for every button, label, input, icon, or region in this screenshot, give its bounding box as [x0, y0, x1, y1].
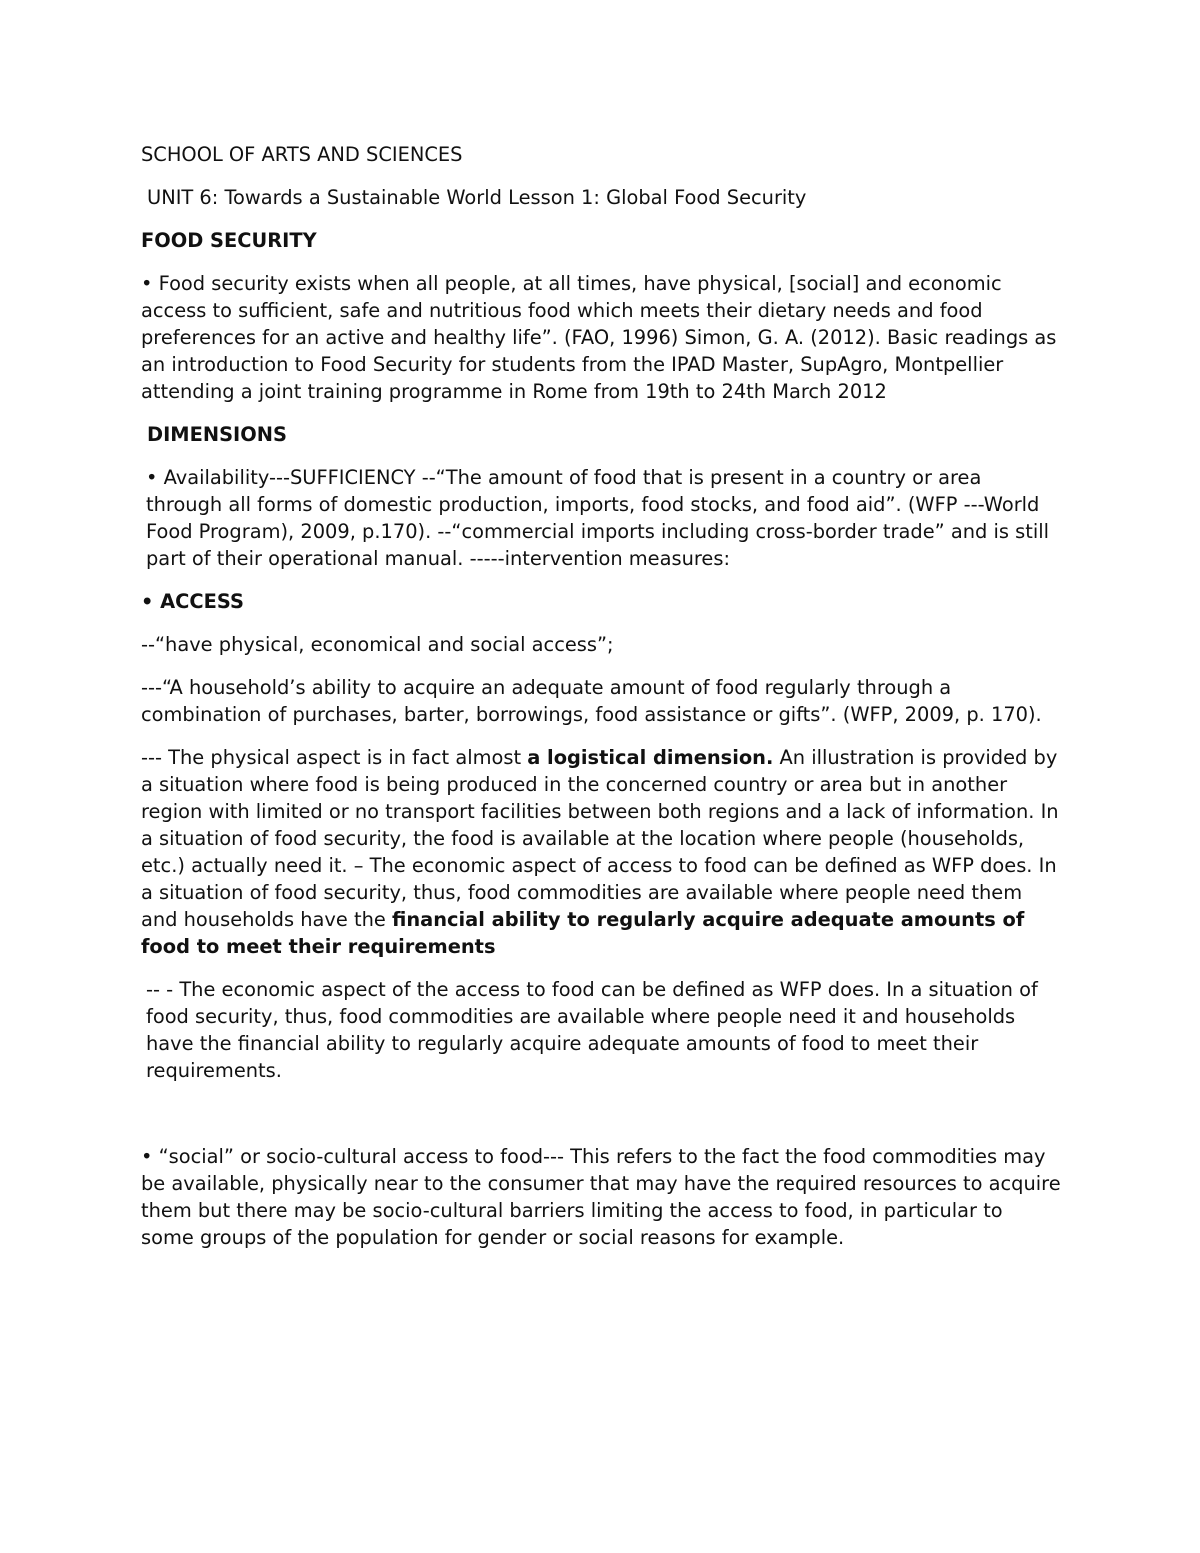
school-name: SCHOOL OF ARTS AND SCIENCES	[141, 143, 463, 166]
access-quote-1: --“have physical, economical and social access”;	[141, 633, 614, 656]
access-quote-2: ---“A household’s ability to acquire an adequate amount of food regularly through a combination of purchases, barter, borrowings, food assistance or gifts”. (WFP, 2009, p. 170).	[141, 676, 1042, 726]
heading-access: • ACCESS	[141, 590, 244, 613]
physical-aspect-paragraph	[141, 744, 1061, 960]
social-access-paragraph: • “social” or socio-cultural access to food--- This refers to the fact the food commodities may be available, physically near to the consumer that may have the required resources to acquire them but there may be socio-cultural barriers limiting the access to food, in particular to some groups of the population for gender or social reasons for example.	[141, 1145, 1061, 1249]
heading-food-security: FOOD SECURITY	[141, 229, 317, 252]
physical-bold-1: a logistical dimension.	[527, 746, 774, 769]
physical-text-2: An illustration is provided by a situation where food is being produced in the concerned country or area but in another region with limited or no transport facilities between both regions and a lack of information. In a situation of food security, the food is available at the location where people (households, etc.) actually need it. – The economic aspect of access to food can be defined as WFP does. In a situation of food security, thus, food commodities are available where people need them and households have the	[141, 746, 1059, 931]
physical-text-1: --- The physical aspect is in fact almost	[141, 746, 528, 769]
unit-title: UNIT 6: Towards a Sustainable World Lesson 1: Global Food Security	[147, 186, 807, 209]
physical-bold-2: financial ability to regularly acquire adequate amounts of food to meet their requirements	[141, 908, 1025, 958]
heading-dimensions: DIMENSIONS	[147, 423, 287, 446]
availability-paragraph: • Availability---SUFFICIENCY --“The amount of food that is present in a country or area through all forms of domestic production, imports, food stocks, and food aid”. (WFP ---World Food Program), 2009, p.170). --“commercial imports including cross-border trade” and is still part of their operational manual. -----intervention measures:	[146, 466, 1049, 570]
food-security-definition: • Food security exists when all people, at all times, have physical, [social] and economic access to sufficient, safe and nutritious food which meets their dietary needs and food preferences for an active and healthy life”. (FAO, 1996) Simon, G. A. (2012). Basic readings as an introduction to Food Security for students from the IPAD Master, SupAgro, Montpellier attending a joint training programme in Rome from 19th to 24th March 2012	[141, 272, 1057, 403]
economic-aspect-paragraph: -- - The economic aspect of the access to food can be defined as WFP does. In a situation of food security, thus, food commodities are available where people need it and households have the financial ability to regularly acquire adequate amounts of food to meet their requirements.	[146, 978, 1038, 1082]
document-body	[141, 141, 1061, 1267]
